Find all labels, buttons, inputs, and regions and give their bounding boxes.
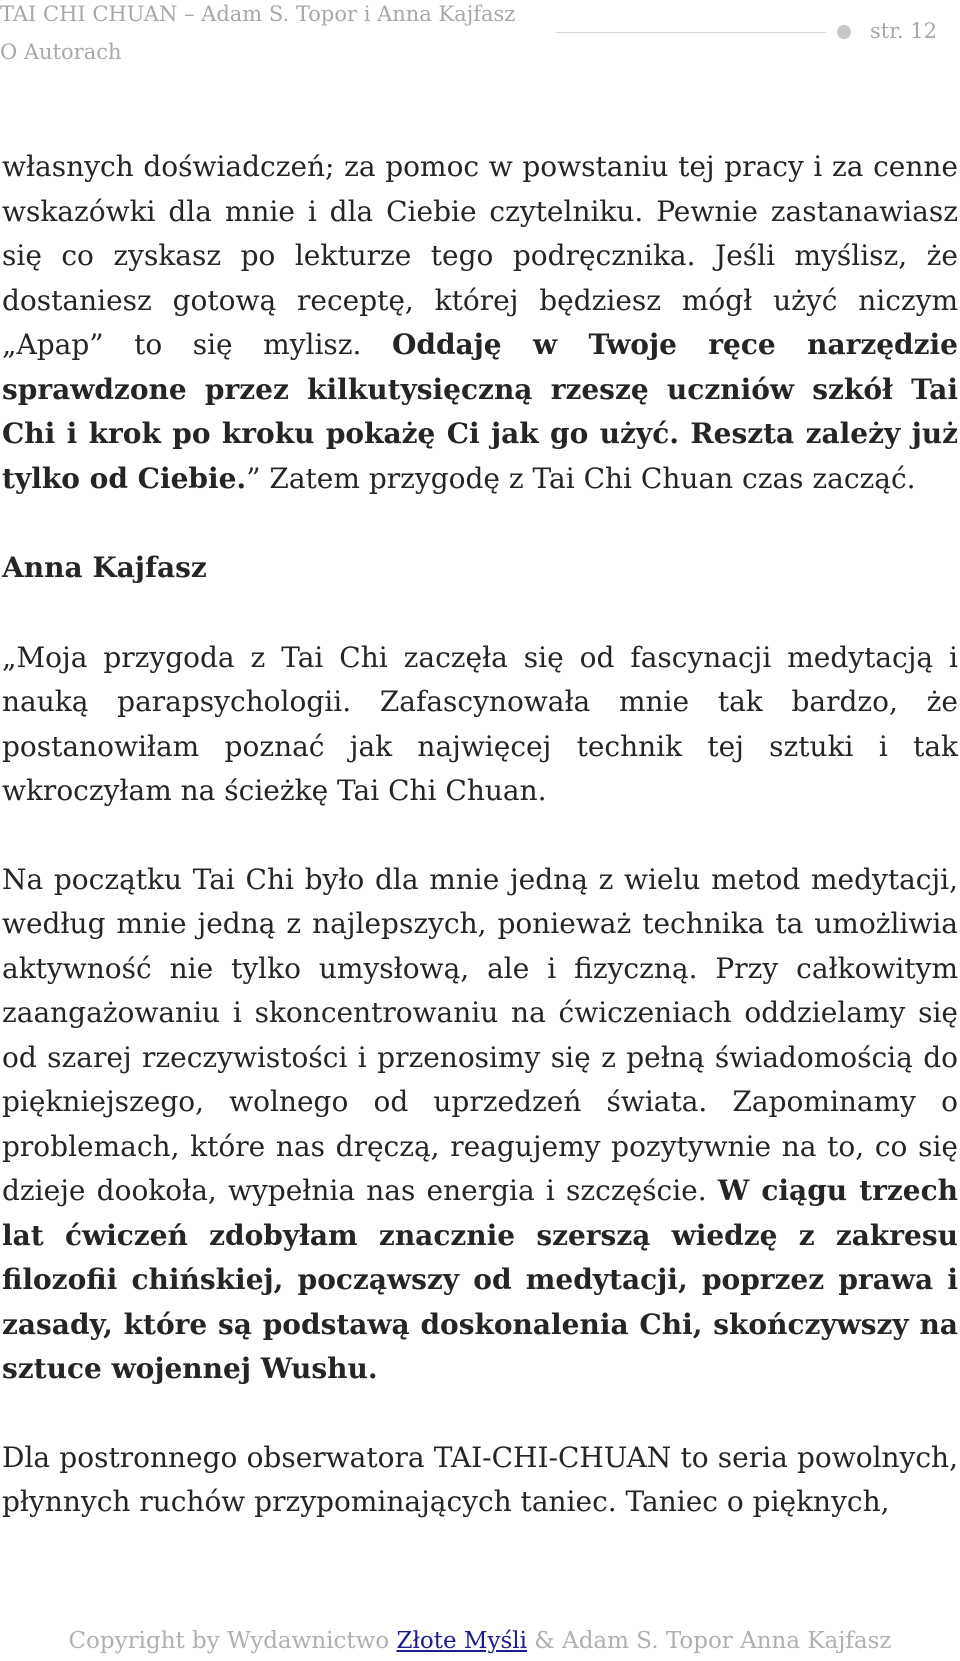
spacer [2, 814, 958, 858]
meditation-text: Na początku Tai Chi było dla mnie jedną z wielu metod medytacji, według mnie jedną z najlepszych, ponieważ technika ta umożliwia aktywność nie tylko umysłową, ale i fizyczną. Przy całkowitym zaangażowaniu i skoncentrowaniu na ćwiczeniach oddzielamy się od szarej rzeczywistości i przenosimy się z pełną świadomością do piękniejszego, wolnego od uprzedzeń świata. Zapominamy o problemach, które nas dręczą, reagujemy pozytywnie na to, co się dzieje dookoła, wypełnia nas energia i szczęście. [2, 862, 958, 1207]
intro-text: własnych doświadczeń; za pomoc w powstaniu tej pracy i za cenne wskazówki dla mnie i dla Ciebie czytelniku. Pewnie zastanawiasz się co zyskasz po lekturze tego podręcznika. Jeśli myślisz, że dostaniesz gotową receptę, której będziesz mógł użyć niczym „Apap” to się mylisz. [2, 150, 958, 361]
page-number: str. 12 [870, 19, 938, 43]
spacer [2, 591, 958, 636]
paragraph-adventure: „Moja przygoda z Tai Chi zaczęła się od fascynacji medytacją i nauką parapsychologii. Zafascynowała mnie tak bardzo, że postanowiłam poznać jak najwięcej technik tej sztuki i tak wkroczyłam na ścieżkę Tai Chi Chuan. [2, 640, 958, 807]
page-header [0, 0, 960, 80]
header-divider [556, 32, 826, 33]
paragraph-observer: Dla postronnego obserwatora TAI-CHI-CHUAN to seria powolnych, płynnych ruchów przypominających taniec. Taniec o pięknych, [2, 1440, 958, 1518]
page-footer [0, 1628, 960, 1654]
bullet-dot-icon [837, 25, 851, 39]
meditation-bold-text: W ciągu trzech lat ćwiczeń zdobyłam znacznie szerszą wiedzę z zakresu filozofii chińskiej, począwszy od medytacji, poprzez prawa i zasady, które są podstawą doskonalenia Chi, skończywszy na sztuce wojennej Wushu. [2, 1174, 959, 1385]
spacer [2, 501, 958, 546]
page-content [2, 145, 958, 1525]
section-title: O Autorach [0, 40, 122, 64]
intro-bold-text: Oddaję w Twoje ręce narzędzie sprawdzone przez kilkutysięczną rzeszę uczniów szkół Tai Chi i krok po kroku pokażę Ci jak go użyć. Reszta zależy już tylko od Ciebie. [2, 328, 958, 495]
footer-authors: & Adam S. Topor Anna Kajfasz [527, 1628, 892, 1654]
book-title: TAI CHI CHUAN – Adam S. Topor i Anna Kajfasz [0, 2, 516, 26]
publisher-link[interactable]: Złote Myśli [396, 1628, 527, 1654]
footer-copyright: Copyright by Wydawnictwo [68, 1628, 397, 1654]
spacer [2, 1392, 958, 1436]
paragraph-intro [2, 145, 958, 501]
author-heading: Anna Kajfasz [2, 551, 207, 584]
intro-closing-text: ” Zatem przygodę z Tai Chi Chuan czas zacząć. [246, 461, 916, 495]
paragraph-meditation [2, 858, 958, 1392]
